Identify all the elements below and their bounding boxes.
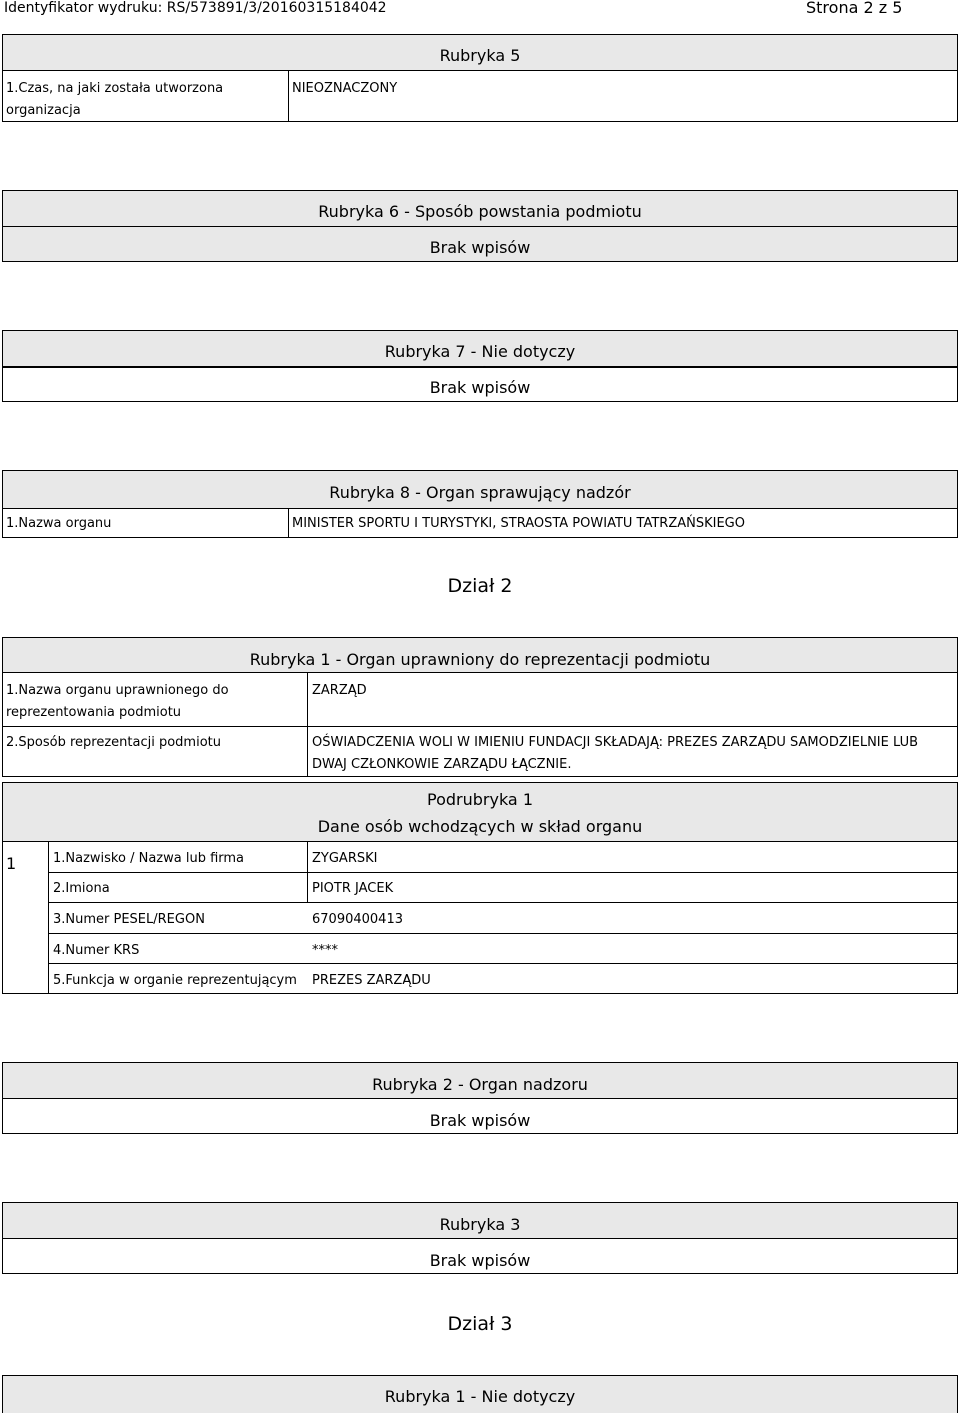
table-row-value: 67090400413 bbox=[312, 912, 403, 927]
table-row-label: 3.Numer PESEL/REGON bbox=[53, 912, 205, 927]
person-index: 1 bbox=[6, 854, 17, 873]
nazwa-organu-value: MINISTER SPORTU I TURYSTYKI, STRAOSTA POWIATU TATRZAŃSKIEGO bbox=[292, 516, 745, 531]
page-number: Strona 2 z 5 bbox=[806, 0, 903, 17]
d2-rubryka1-title: Rubryka 1 - Organ uprawniony do reprezentacji podmiotu bbox=[249, 650, 711, 669]
d2-rubryka3-title: Rubryka 3 bbox=[439, 1215, 521, 1234]
table-row-label: 5.Funkcja w organie reprezentującym bbox=[53, 973, 297, 988]
dzial3-title: Dział 3 bbox=[447, 1313, 513, 1335]
czas-label: 1.Czas, na jaki została utworzona organizacja bbox=[6, 81, 224, 118]
sposob-reprezentacji-value: OŚWIADCZENIA WOLI W IMIENIU FUNDACJI SKŁADAJĄ: PREZES ZARZĄDU SAMODZIELNIE LUB DWAJ CZŁONKOWIE ZARZĄDU ŁĄCZNIE. bbox=[312, 735, 918, 772]
organ-uprawniony-value: ZARZĄD bbox=[312, 683, 367, 698]
rubryka8-title: Rubryka 8 - Organ sprawujący nadzór bbox=[329, 483, 631, 502]
podrubryka1-title: Podrubryka 1 bbox=[427, 790, 533, 809]
rubryka6-value: Brak wpisów bbox=[429, 238, 531, 257]
table-row-value: PREZES ZARZĄDU bbox=[312, 973, 431, 988]
table-row-label: 4.Numer KRS bbox=[53, 943, 140, 958]
table-row-value: ZYGARSKI bbox=[312, 851, 378, 866]
podrubryka1-subtitle: Dane osób wchodzących w skład organu bbox=[317, 817, 643, 836]
d3-rubryka1-title: Rubryka 1 - Nie dotyczy bbox=[384, 1387, 576, 1406]
dzial2-title: Dział 2 bbox=[447, 575, 513, 597]
d2-rubryka3-value: Brak wpisów bbox=[429, 1251, 531, 1270]
organ-uprawniony-label: 1.Nazwa organu uprawnionego do reprezentowania podmiotu bbox=[6, 683, 229, 720]
d2-rubryka2-value: Brak wpisów bbox=[429, 1111, 531, 1130]
sposob-reprezentacji-label: 2.Sposób reprezentacji podmiotu bbox=[6, 735, 221, 750]
table-row-value: PIOTR JACEK bbox=[312, 881, 394, 896]
table-row-label: 1.Nazwisko / Nazwa lub firma bbox=[53, 851, 245, 866]
czas-value: NIEOZNACZONY bbox=[292, 81, 398, 96]
rubryka7-title: Rubryka 7 - Nie dotyczy bbox=[384, 342, 576, 361]
rubryka6-title: Rubryka 6 - Sposób powstania podmiotu bbox=[318, 202, 642, 221]
table-row-label: 2.Imiona bbox=[53, 881, 110, 896]
d2-rubryka2-title: Rubryka 2 - Organ nadzoru bbox=[372, 1075, 588, 1094]
rubryka7-value: Brak wpisów bbox=[429, 378, 531, 397]
nazwa-organu-label: 1.Nazwa organu bbox=[6, 516, 112, 531]
rubryka5-title: Rubryka 5 bbox=[439, 46, 521, 65]
table-row-value: **** bbox=[312, 943, 338, 958]
print-id: Identyfikator wydruku: RS/573891/3/20160315184042 bbox=[4, 0, 387, 16]
